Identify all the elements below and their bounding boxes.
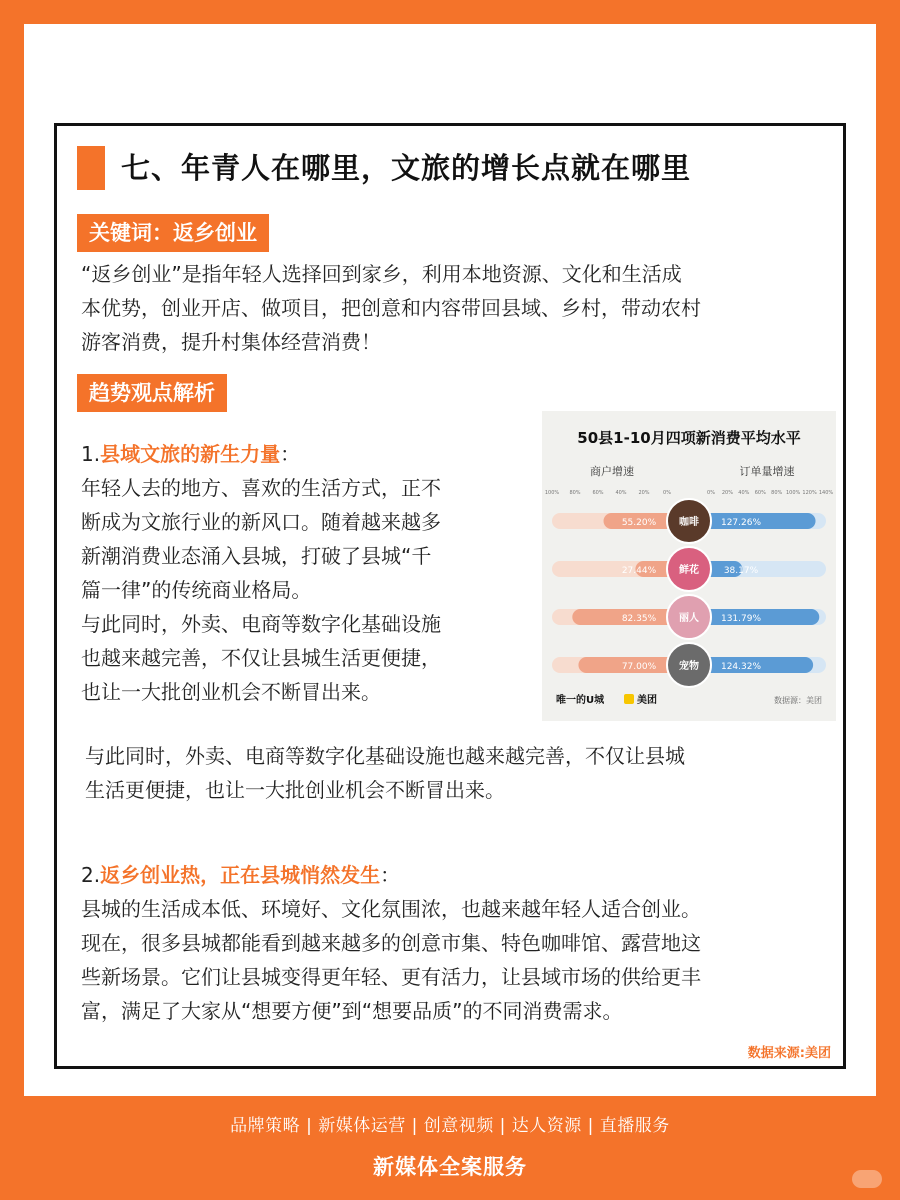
category-label-宠物: 宠物 [679, 661, 699, 672]
point2-number: 2. [81, 863, 101, 887]
point1-colon: ： [280, 442, 301, 466]
repeat-line: 生活更便捷，也让一大批创业机会不断冒出来。 [85, 778, 505, 802]
data-label-right-宠物: 124.32% [720, 662, 762, 672]
chart-logo: 唯一的U城 [556, 695, 605, 706]
left-axis-tick: 20% [638, 490, 650, 496]
category-label-鲜花: 鲜花 [679, 565, 699, 576]
point1-heading-line [81, 437, 541, 471]
right-axis-tick: 80% [771, 490, 783, 496]
point2-line: 些新场景。它们让县城变得更年轻、更有活力，让县域市场的供给更丰 [81, 965, 701, 989]
point2-line: 富，满足了大家从“想要方便”到“想要品质”的不同消费需求。 [81, 999, 623, 1023]
footer-slogan: 新媒体全案服务 [373, 1155, 527, 1179]
data-label-right-鲜花: 38.17% [723, 566, 759, 576]
meituan-logo-icon [624, 694, 634, 704]
left-axis-tick: 100% [544, 490, 560, 496]
watermark-logo-icon [852, 1170, 882, 1188]
footer-services: 品牌策略 | 新媒体运营 | 创意视频 | 达人资源 | 直播服务 [230, 1116, 670, 1136]
repeat-line: 与此同时，外卖、电商等数字化基础设施也越来越完善，不仅让县城 [85, 744, 685, 768]
point2-heading: 返乡创业热，正在县城悄然发生 [100, 863, 381, 887]
left-axis-tick: 80% [569, 490, 581, 496]
category-label-咖啡: 咖啡 [679, 517, 699, 528]
data-label-left-咖啡: 55.20% [621, 518, 657, 528]
data-label-right-咖啡: 127.26% [720, 518, 762, 528]
point1-number: 1. [81, 442, 101, 466]
right-axis-tick: 140% [818, 490, 834, 496]
point1-line: 新潮消费业态涌入县城，打破了县城“千 [81, 544, 432, 568]
chart-title: 50县1-10月四项新消费平均水平 [577, 429, 801, 447]
point1-line: 年轻人去的地方、喜欢的生活方式，正不 [81, 476, 441, 500]
point2-line: 县城的生活成本低、环境好、文化氛围浓，也越来越年轻人适合创业。 [81, 897, 701, 921]
intro-line: 游客消费，提升村集体经营消费！ [81, 330, 381, 354]
right-axis-tick: 20% [721, 490, 733, 496]
point1-line: 断成为文旅行业的新风口。随着越来越多 [81, 510, 441, 534]
point2-heading-line [81, 858, 841, 892]
data-label-left-丽人: 82.35% [621, 614, 657, 624]
point1-line: 篇一律”的传统商业格局。 [81, 578, 312, 602]
intro-line: 本优势，创业开店、做项目，把创意和内容带回县域、乡村，带动农村 [81, 296, 701, 320]
trend-tag: 趋势观点解析 [77, 374, 227, 412]
chart-svg [542, 411, 836, 721]
point2-line: 现在，很多县城都能看到越来越多的创意市集、特色咖啡馆、露营地这 [81, 931, 701, 955]
left-axis-tick: 0% [663, 490, 671, 496]
article-title: 七、年青人在哪里，文旅的增长点就在哪里 [121, 151, 692, 185]
category-label-丽人: 丽人 [679, 613, 699, 624]
point1-heading: 县域文旅的新生力量 [100, 442, 281, 466]
left-axis-tick: 40% [615, 490, 627, 496]
intro-line: “返乡创业”是指年轻人选择回到家乡，利用本地资源、文化和生活成 [81, 262, 682, 286]
data-label-left-宠物: 77.00% [621, 662, 657, 672]
data-label-left-鲜花: 27.44% [621, 566, 657, 576]
right-axis-tick: 60% [754, 490, 766, 496]
article-card [54, 123, 846, 1069]
series-label-left: 商户增速 [590, 465, 634, 478]
point1-line: 也越来越完善，不仅让县城生活更便捷， [81, 646, 441, 670]
data-label-right-丽人: 131.79% [720, 614, 762, 624]
chart-source: 数据源：美团 [774, 696, 822, 705]
right-axis-tick: 120% [802, 490, 817, 496]
series-label-right: 订单量增速 [739, 465, 795, 478]
intro-paragraph [81, 257, 841, 359]
right-axis-tick: 40% [738, 490, 750, 496]
right-axis-tick: 100% [785, 490, 801, 496]
point2-block [81, 858, 841, 1028]
keyword-tag: 关键词：返乡创业 [77, 214, 269, 252]
left-axis-tick: 60% [592, 490, 604, 496]
point1-line: 也让一大批创业机会不断冒出来。 [81, 680, 381, 704]
title-accent-bar [77, 146, 105, 190]
point2-colon: ： [380, 863, 401, 887]
right-axis-tick: 0% [707, 490, 715, 496]
repeat-paragraph [85, 739, 845, 807]
point1-block [81, 437, 541, 709]
point1-line: 与此同时，外卖、电商等数字化基础设施 [81, 612, 441, 636]
chart-logo-partner: 美团 [637, 695, 657, 706]
source-note: 数据来源:美团 [747, 1046, 831, 1061]
consumption-chart [542, 411, 836, 721]
